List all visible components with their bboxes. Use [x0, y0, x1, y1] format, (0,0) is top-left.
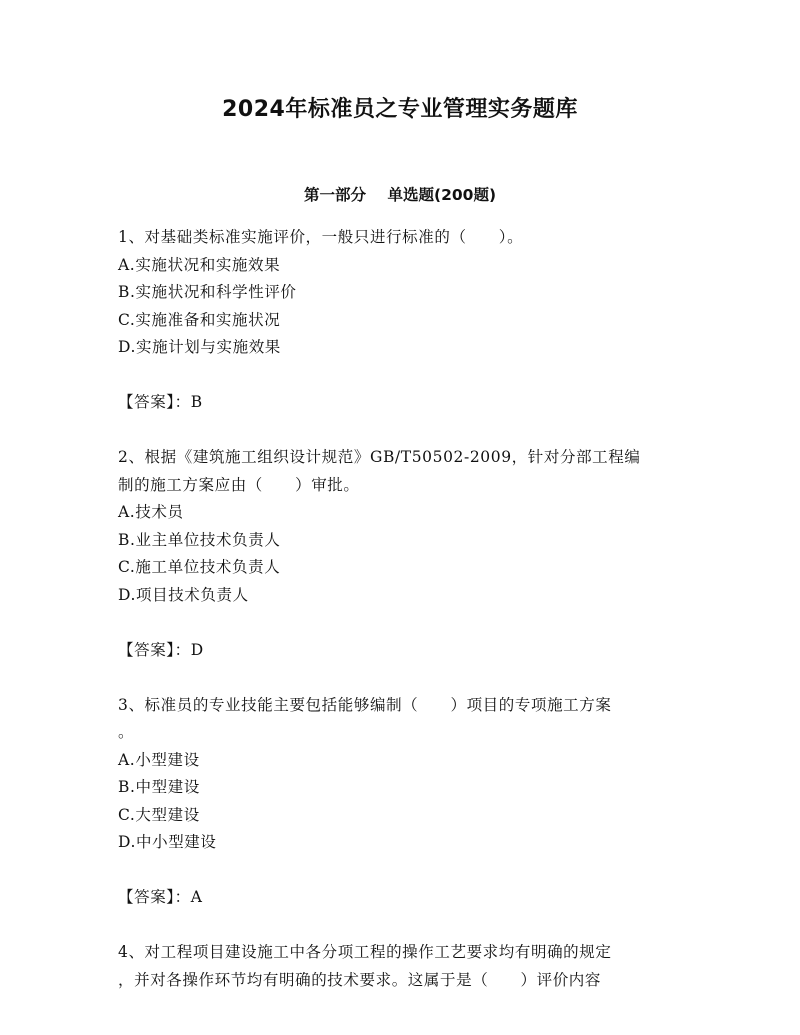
option-c: C.施工单位技术负责人 [118, 558, 281, 576]
option-b: B.中型建设 [118, 778, 200, 796]
option-d: D.实施计划与实施效果 [118, 338, 281, 356]
answer-label: 【答案】： [118, 640, 191, 659]
spacer [118, 417, 684, 445]
question-text: 1、对基础类标准实施评价，一般只进行标准的（ ）。 [118, 228, 524, 246]
question-1 [118, 224, 684, 417]
spacer [118, 664, 684, 692]
question-text: 4、对工程项目建设施工中各分项工程的操作工艺要求均有明确的规定 [118, 943, 612, 961]
question-text-continued: 制的施工方案应由（ ）审批。 [118, 475, 360, 494]
option-a: A.实施状况和实施效果 [118, 255, 281, 274]
option-b: B.实施状况和科学性评价 [118, 283, 297, 301]
answer-label: 【答案】： [118, 888, 191, 906]
question-text: 3、标准员的专业技能主要包括能够编制（ ）项目的专项施工方案 [118, 695, 612, 714]
answer-line [118, 637, 684, 665]
option-a: A.技术员 [118, 503, 184, 521]
answer-label: 【答案】： [118, 393, 191, 411]
answer-line [118, 389, 684, 417]
document-title: 2024年标准员之专业管理实务题库 [222, 97, 578, 122]
answer-value: D [190, 640, 204, 659]
question-text-continued: 。 [118, 723, 135, 741]
option-c: C.实施准备和实施状况 [118, 310, 281, 329]
question-4 [118, 939, 684, 994]
question-text-continued: ，并对各操作环节均有明确的技术要求。这属于是（ ）评价内容 [118, 970, 602, 989]
option-a: A.小型建设 [118, 750, 200, 769]
question-text: 2、根据《建筑施工组织设计规范》GB/T50502-2009，针对分部工程编 [118, 448, 641, 466]
question-3 [118, 692, 684, 912]
spacer [118, 912, 684, 940]
option-c: C.大型建设 [118, 805, 200, 824]
section-heading: 第一部分 单选题(200题) [303, 186, 497, 204]
question-list [118, 224, 684, 994]
question-2 [118, 444, 684, 664]
option-d: D.项目技术负责人 [118, 585, 249, 604]
answer-line [118, 884, 684, 912]
answer-value: B [190, 393, 203, 411]
option-b: B.业主单位技术负责人 [118, 530, 281, 549]
answer-value: A [190, 888, 203, 906]
option-d: D.中小型建设 [118, 833, 217, 851]
